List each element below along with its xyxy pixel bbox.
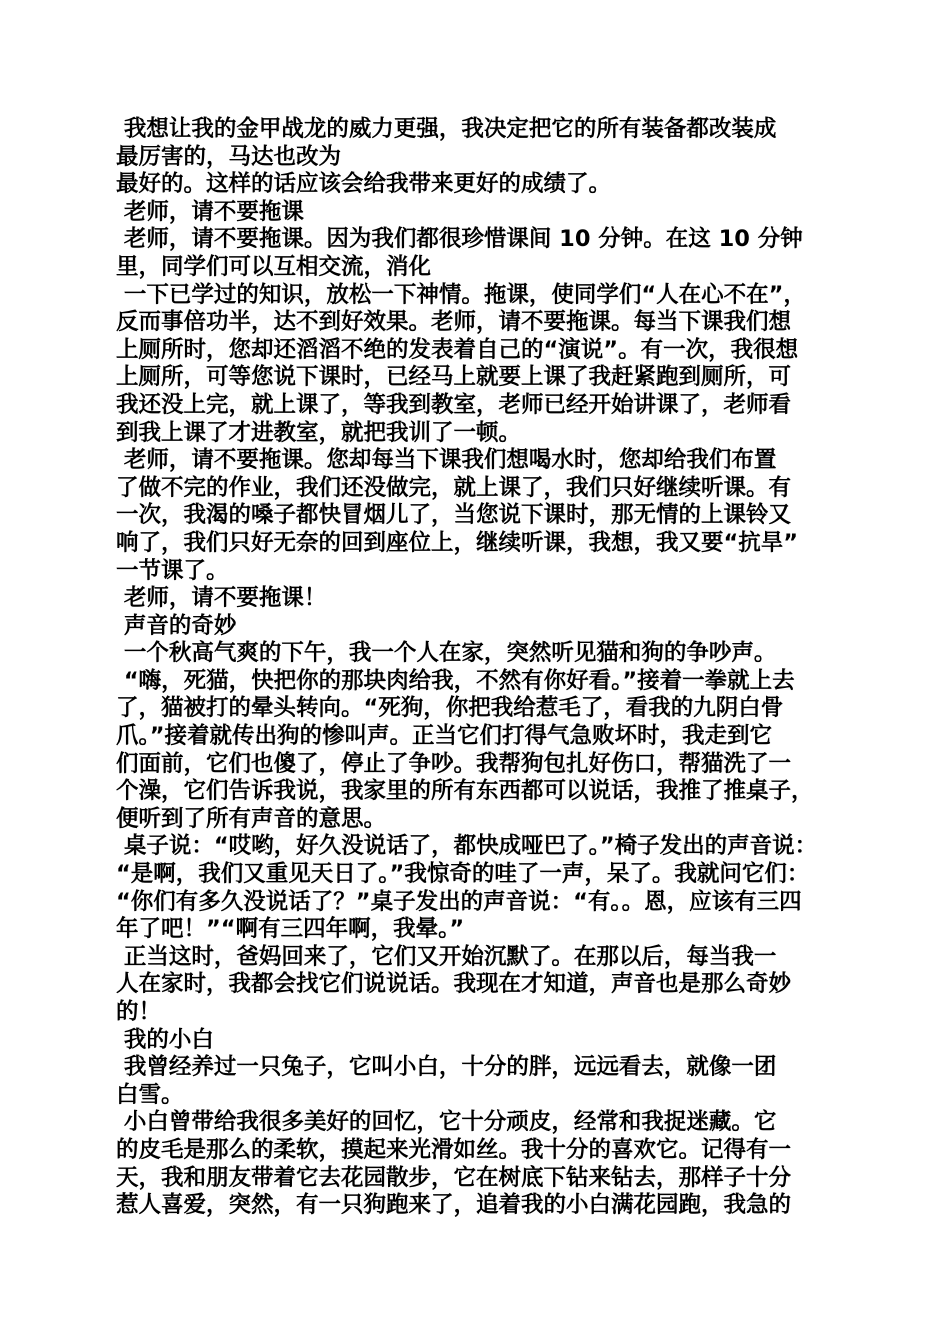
text-line: 了，猫被打的晕头转向。“死狗，你把我给惹毛了，看我的九阴白骨 [116,695,784,722]
text-line: 的！ [116,999,162,1025]
text-line: 我曾经养过一只兔子，它叫小白，十分的胖，远远看去，就像一团 [116,1054,777,1081]
document-body [116,116,846,1220]
text-line: 正当这时，爸妈回来了，它们又开始沉默了。在那以后，每当我一 [116,943,777,970]
text-line: 一次，我渴的嗓子都快冒烟儿了，当您说下课时，那无情的上课铃又 [116,502,792,529]
text-line: 我想让我的金甲战龙的威力更强，我决定把它的所有装备都改装成 [116,116,777,142]
text-line: 一下已学过的知识，放松一下神情。拖课，使同学们“人在心不在”， [116,281,806,308]
text-line: 响了，我们只好无奈的回到座位上，继续听课，我想，我又要“抗旱” [116,529,799,556]
section-heading: 声音的奇妙 [116,612,237,639]
text-line: 一节课了。 [116,557,229,584]
text-line: “是啊，我们又重见天日了。”我惊奇的哇了一声，呆了。我就问它们： [116,861,810,888]
text-line: 爪。”接着就传出狗的惨叫声。正当它们打得气急败坏时，我走到它 [116,723,773,750]
text-line: 个澡，它们告诉我说，我家里的所有东西都可以说话，我推了推桌子， [116,778,814,805]
text-line: “你们有多久没说话了？”桌子发出的声音说：“有。。恩，应该有三四 [116,888,802,915]
text-line: 老师，请不要拖课。您却每当下课我们想喝水时，您却给我们布置 [116,447,777,474]
text-line: 白雪。 [116,1081,184,1108]
text-line: 们面前，它们也傻了，停止了争吵。我帮狗包扎好伤口，帮猫洗了一 [116,750,792,777]
text-line: 小白曾带给我很多美好的回忆，它十分顽皮，经常和我捉迷藏。它 [116,1109,777,1136]
text-line: 惹人喜爱，突然，有一只狗跑来了，追着我的小白满花园跑，我急的 [116,1192,792,1219]
text-line: 里，同学们可以互相交流，消化 [116,253,432,280]
text-line: 上厕所，可等您说下课时，已经马上就要上课了我赶紧跑到厕所，可 [116,364,792,391]
text-line: 了做不完的作业，我们还没做完，就上课了，我们只好继续听课。有 [116,474,792,501]
text-line: “嗨，死猫，快把你的那块肉给我，不然有你好看。”接着一拳就上去 [116,667,795,694]
text-line: 的皮毛是那么的柔软，摸起来光滑如丝。我十分的喜欢它。记得有一 [116,1136,792,1163]
text-line: 我还没上完，就上课了，等我到教室，老师已经开始讲课了，老师看 [116,391,792,418]
text-line: 上厕所时，您却还滔滔不绝的发表着自己的“演说”。有一次，我很想 [116,336,799,363]
text-line: 反而事倍功半，达不到好效果。老师，请不要拖课。每当下课我们想 [116,309,792,336]
text-line: 老师，请不要拖课。因为我们都很珍惜课间 10 分钟。在这 10 分钟 [116,226,803,253]
section-heading: 老师，请不要拖课 [116,198,304,225]
text-line: 一个秋高气爽的下午，我一个人在家，突然听见猫和狗的争吵声。 [116,640,777,667]
section-heading: 我的小白 [116,1026,214,1053]
text-line: 年了吧！”“啊有三四年啊，我晕。” [116,916,465,943]
text-line: 便听到了所有声音的意思。 [116,805,387,832]
text-line: 桌子说：“哎哟，好久没说话了，都快成哑巴了。”椅子发出的声音说： [116,833,818,860]
text-line: 老师，请不要拖课！ [116,585,327,612]
text-line: 最好的。这样的话应该会给我带来更好的成绩了。 [116,171,612,198]
text-line: 到我上课了才进教室，就把我训了一顿。 [116,419,522,446]
text-line: 最厉害的，马达也改为 [116,143,342,170]
text-line: 人在家时，我都会找它们说说话。我现在才知道，声音也是那么奇妙 [116,971,792,998]
text-line: 天，我和朋友带着它去花园散步，它在树底下钻来钻去，那样子十分 [116,1164,792,1191]
